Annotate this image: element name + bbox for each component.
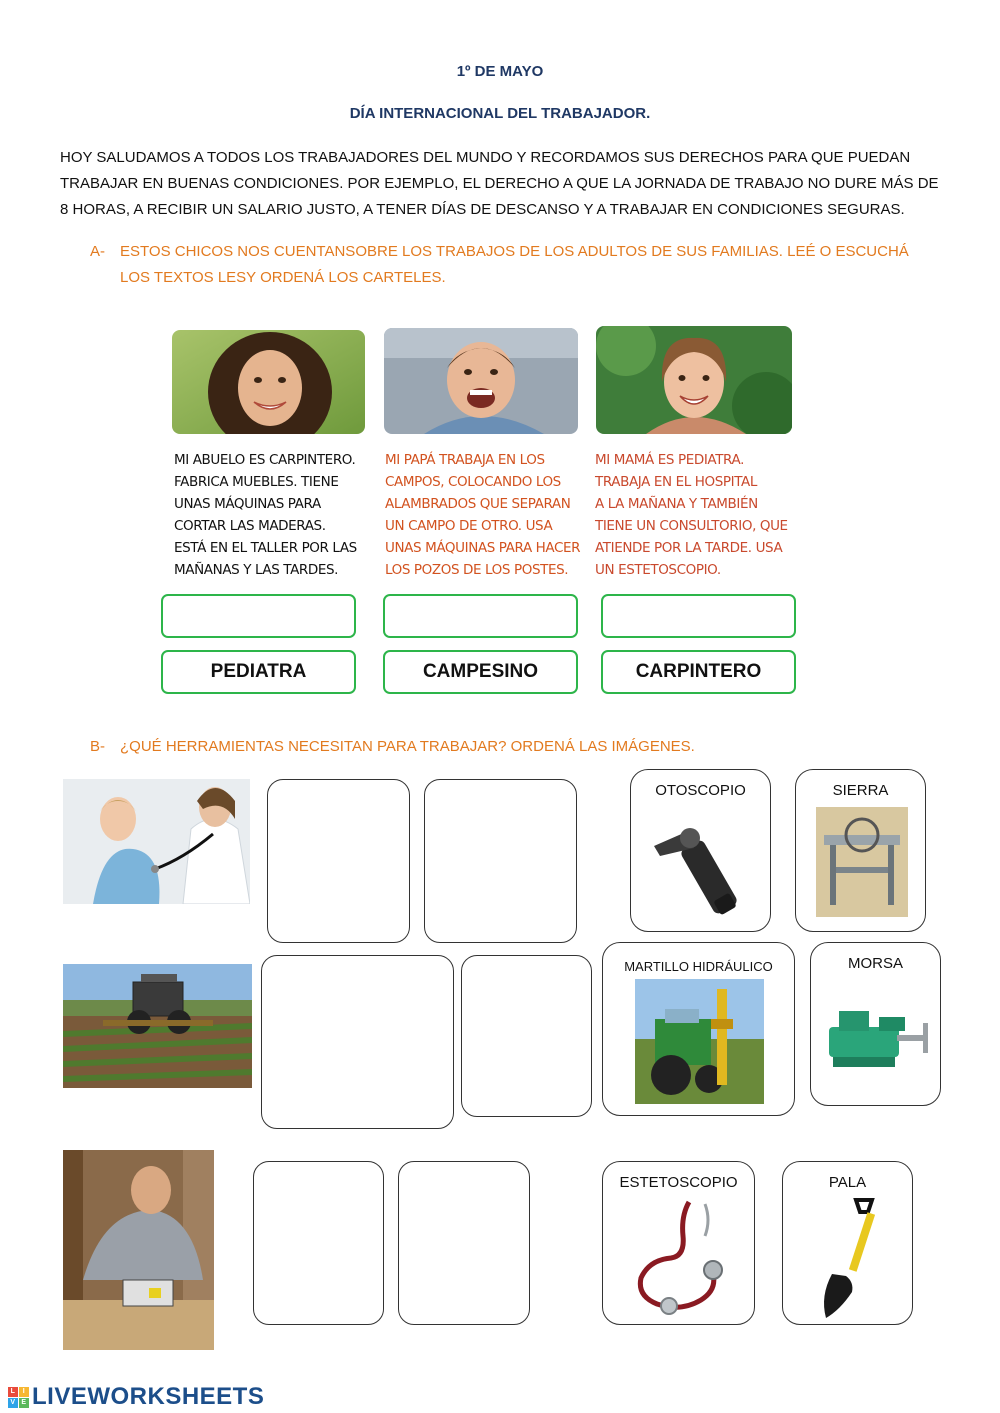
intro-paragraph: HOY SALUDAMOS A TODOS LOS TRABAJADORES DEL MUNDO Y RECORDAMOS SUS DERECHOS PARA QUE PUEDAN TRABAJAR EN BUENAS CONDICIONES. POR EJEMPLO, EL DERECHO A QUE LA JORNADA DE TRABAJO NO DURE MÁS DE 8 HORAS, A RECIBIR UN SALARIO JUSTO, A TENER DÍAS DE DESCANSO Y A TRABAJAR EN CONDICIONES SEGURAS. [60,149,939,218]
story-line: MI PAPÁ TRABAJA EN LOS [385,452,545,468]
page-title: DÍA INTERNACIONAL DEL TRABAJADOR. [349,105,651,122]
tool-name: MORSA [847,955,903,972]
answer-slot-2[interactable] [383,594,578,638]
section-b-instruction [90,734,950,760]
tool-slot-3[interactable] [261,955,454,1129]
answer-slot-1[interactable] [161,594,356,638]
carpenter-photo [63,1150,214,1350]
story-line: ALAMBRADOS QUE SEPARAN [385,496,571,512]
story-line: UN CAMPO DE OTRO. USA [385,518,553,534]
story-line: A LA MAÑANA Y TAMBIÉN [595,496,758,512]
logo-mark-icon: L I V E [8,1387,29,1408]
story-line: ATIENDE POR LA TARDE. USA [595,540,783,556]
story-line: MI MAMÁ ES PEDIATRA. [595,452,744,468]
liveworksheets-logo [8,1383,264,1411]
answer-slot-3[interactable] [601,594,796,638]
story-line: UNAS MÁQUINAS PARA [174,496,321,512]
tool-card-morsa[interactable] [810,942,941,1106]
saw-icon [816,807,908,917]
hydraulic-hammer-icon [635,979,764,1104]
tool-name: ESTETOSCOPIO [619,1174,738,1191]
tool-slot-1[interactable] [267,779,410,943]
logo-text: LIVEWORKSHEETS [32,1383,265,1410]
girl-photo-2 [596,326,792,434]
girl-photo-1 [172,330,365,434]
doctor-photo [63,779,250,904]
story-line: UNAS MÁQUINAS PARA HACER [385,540,581,556]
section-b-text: ¿QUÉ HERRAMIENTAS NECESITAN PARA TRABAJAR? ORDENÁ LAS IMÁGENES. [120,738,695,755]
tool-card-otoscopio[interactable] [630,769,771,932]
story-line: MI ABUELO ES CARPINTERO. [174,452,356,468]
farmer-photo [63,964,252,1088]
story-line: CAMPOS, COLOCANDO LOS [385,474,561,490]
tool-slot-5[interactable] [253,1161,384,1325]
tool-slot-4[interactable] [461,955,592,1117]
tool-name: PALA [828,1174,867,1191]
story-line: FABRICA MUEBLES. TIENE [174,474,339,490]
boy-photo [384,328,578,434]
story-line: TIENE UN CONSULTORIO, QUE [595,518,788,534]
section-a-instruction [90,239,950,291]
tool-card-martillo[interactable] [602,942,795,1116]
story-abuelo [174,449,369,581]
tool-card-pala[interactable] [782,1161,913,1325]
story-line: MAÑANAS Y LAS TARDES. [174,562,339,578]
card-carpintero[interactable]: CARPINTERO [601,650,796,694]
stethoscope-icon [631,1196,731,1321]
story-papa [385,449,590,581]
story-line: UN ESTETOSCOPIO. [595,562,721,578]
tool-slot-2[interactable] [424,779,577,943]
story-line: ESTÁ EN EL TALLER POR LAS [174,540,357,556]
shovel-icon [808,1196,888,1321]
page-date: 1º DE MAYO [456,63,544,80]
section-a-label: A- [90,243,105,260]
story-mama [595,449,795,581]
card-pediatra[interactable]: PEDIATRA [161,650,356,694]
card-campesino[interactable]: CAMPESINO [383,650,578,694]
story-line: LOS POZOS DE LOS POSTES. [385,562,569,578]
story-line: CORTAR LAS MADERAS. [174,518,326,534]
tool-slot-6[interactable] [398,1161,530,1325]
vise-icon [819,983,935,1093]
section-b-label: B- [90,738,105,755]
tool-card-sierra[interactable] [795,769,926,932]
story-line: TRABAJA EN EL HOSPITAL [595,474,757,490]
section-a-text: ESTOS CHICOS NOS CUENTANSOBRE LOS TRABAJOS DE LOS ADULTOS DE SUS FAMILIAS. LEÉ O ESCUCHÁ LOS TEXTOS LESY ORDENÁ LOS CARTELES. [120,243,909,286]
tool-name: SIERRA [832,782,889,799]
otoscope-icon [646,810,758,920]
tool-card-estetoscopio[interactable] [602,1161,755,1325]
tool-name: MARTILLO HIDRÁULICO [624,959,773,974]
tool-name: OTOSCOPIO [655,782,746,799]
